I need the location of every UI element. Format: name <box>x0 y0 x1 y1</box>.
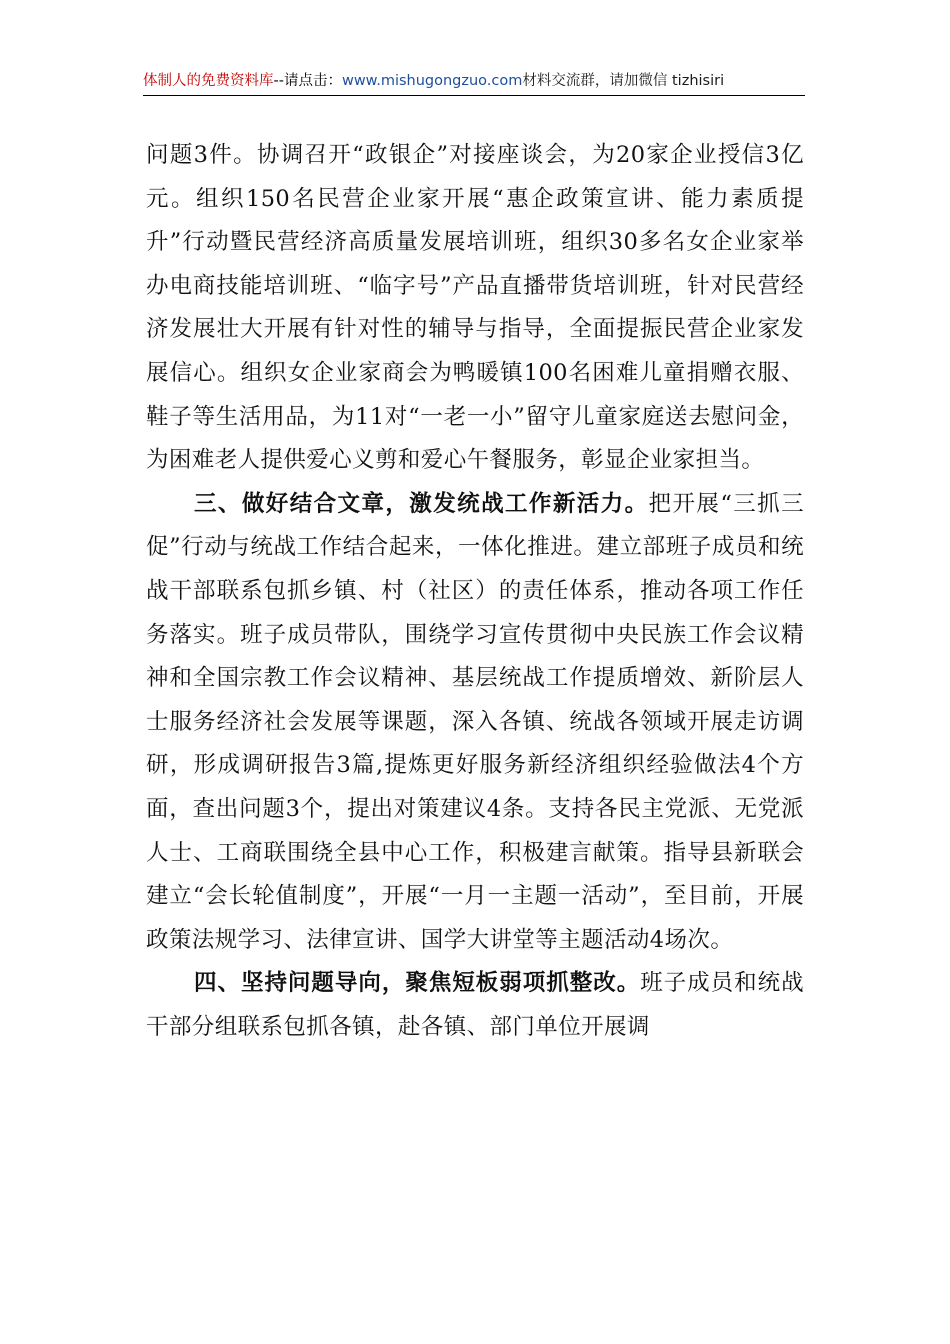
header-brand[interactable]: 体制人的免费资料库 <box>143 73 274 89</box>
paragraph-1-text: 问题3件。协调召开“政银企”对接座谈会，为20家企业授信3亿元。组织150名民营企业家开展“惠企政策宣讲、能力素质提升”行动暨民营经济高质量发展培训班，组织30多名女企业家举办电商技能培训班、“临字号”产品直播带货培训班，针对民营经济发展壮大开展有针对性的辅导与指导，全面提振民营企业家发展信心。组织女企业家商会为鸭暖镇100名困难儿童捐赠衣服、鞋子等生活用品，为11对“一老一小”留守儿童家庭送去慰问金，为困难老人提供爱心义剪和爱心午餐服务，彰显企业家担当。 <box>146 142 804 474</box>
paragraph-2 <box>146 483 804 963</box>
paragraph-2-text: 把开展“三抓三促”行动与统战工作结合起来，一体化推进。建立部班子成员和统战干部联系包抓乡镇、村（社区）的责任体系，推动各项工作任务落实。班子成员带队，围绕学习宣传贯彻中央民族工作会议精神和全国宗教工作会议精神、基层统战工作提质增效、新阶层人士服务经济社会发展等课题，深入各镇、统战各领域开展走访调研，形成调研报告3篇,提炼更好服务新经济组织经验做法4个方面，查出问题3个，提出对策建议4条。支持各民主党派、无党派人士、工商联围绕全县中心工作，积极建言献策。指导县新联会建立“会长轮值制度”，开展“一月一主题一活动”，至目前，开展政策法规学习、法律宣讲、国学大讲堂等主题活动4场次。 <box>146 490 804 953</box>
header-separator: --请点击： <box>273 73 342 89</box>
header-tail-text: 材料交流群，请加微信 tizhisiri <box>522 73 725 89</box>
document-body <box>146 134 804 1049</box>
header-url-link[interactable]: www.mishugongzuo.com <box>341 73 523 89</box>
page-header <box>143 71 805 96</box>
paragraph-3 <box>146 962 804 1049</box>
paragraph-3-heading: 四、坚持问题导向，聚焦短板弱项抓整改。 <box>194 970 641 997</box>
paragraph-3-text: 班子成员和统战干部分组联系包抓各镇，赴各镇、部门单位开展调 <box>146 970 804 1040</box>
paragraph-1 <box>146 134 804 483</box>
paragraph-2-heading: 三、做好结合文章，激发统战工作新活力。 <box>194 490 649 517</box>
